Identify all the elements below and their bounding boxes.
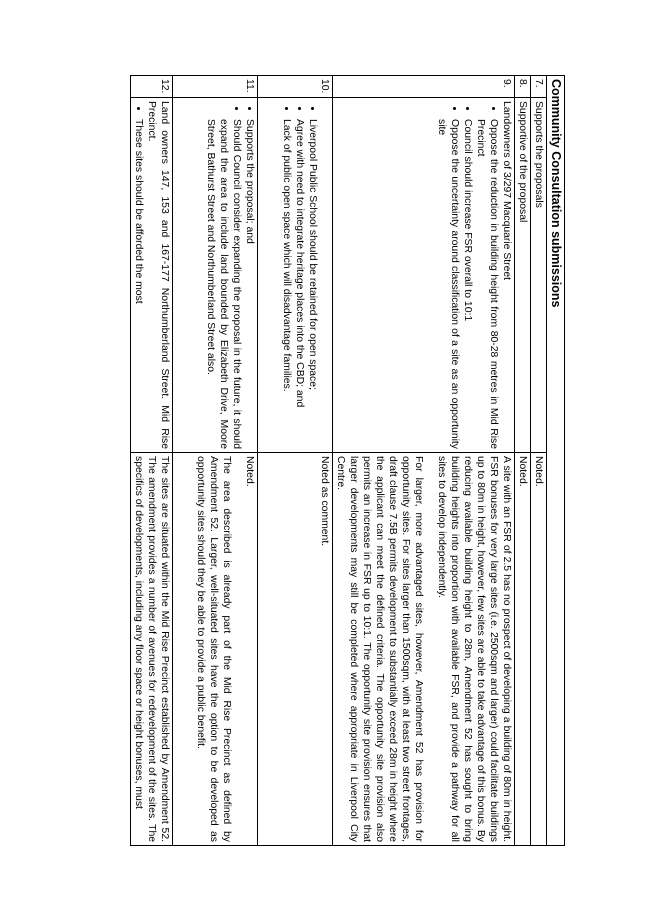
row-number: 9. <box>333 76 515 98</box>
submission-bullets <box>204 101 256 449</box>
response-cell <box>515 453 531 846</box>
bullet-item: • Should Council consider expanding the proposal in the future, it should expand the area to include land bounded by Elizabeth Drive, Moore Street, Bathurst Street and Northumberland Street also. <box>204 119 243 449</box>
submission-intro: Land owners 147, 153 and 167-177 Northumberland Street. Mid Rise Precinct. <box>146 101 170 449</box>
response-paragraph: A site with an FSR of 2.5 has no prospect of developing a building of 80m in height. FSR bonuses for very large sites (i.e. 2500sqm and larger) could facilitate buildings up to 80m in height, however, few sites are able to take advantage of this bonus. By reducing available building height to 28m, Amendment 52 has sought to bring building heights into proportion with available FSR, and provide a pathway for all sites to develop independently. <box>436 456 512 842</box>
bullet-item: • These sites should be afforded the most <box>132 119 145 449</box>
response-cell <box>131 453 173 846</box>
bullet-item: • Oppose the reduction in building height from 80-28 metres in Mid Rise Precinct <box>474 119 500 449</box>
table-row <box>173 76 258 846</box>
row-number: 8. <box>515 76 531 98</box>
response-cell <box>333 453 515 846</box>
bullet-item: • Supports the proposal; and <box>243 119 256 449</box>
response-paragraph: Noted. <box>533 456 544 487</box>
submission-bullets <box>280 101 319 449</box>
row-number: 12. <box>131 76 173 98</box>
table-row <box>258 76 333 846</box>
submission-cell: Supportive of the proposal <box>515 98 531 453</box>
submission-bullets <box>435 101 500 449</box>
response-cell <box>258 453 333 846</box>
table-header-row <box>547 76 565 846</box>
submission-cell: Supports the proposals <box>531 98 547 453</box>
consultation-table <box>130 75 565 846</box>
bullet-item: • Council should increase FSR overall to 10:1 <box>461 119 474 449</box>
response-cell <box>531 453 547 846</box>
submission-intro: Landowners of 3/297 Macquarie Street <box>501 101 512 281</box>
row-number: 10. <box>258 76 333 98</box>
submission-cell <box>258 98 333 453</box>
response-paragraph: The sites are situated within the Mid Rise Precinct established by Amendment 52. The amendment provides a number of avenues for redevelopment of the sites. The specifics of developments, including any floor space or height bonuses, must <box>133 456 170 842</box>
bullet-item: • Lack of public open space which will disadvantage families. <box>280 119 293 449</box>
response-paragraph: Noted. <box>517 456 528 487</box>
submission-cell <box>173 98 258 453</box>
row-number: 7. <box>531 76 547 98</box>
bullet-item: • Oppose the uncertainty around classification of a site as an opportunity site <box>435 119 461 449</box>
table-row <box>531 76 547 846</box>
bullet-item: • Agree with need to integrate heritage places into the CBD; and <box>293 119 306 449</box>
row-number: 11. <box>173 76 258 98</box>
response-paragraph: Noted as comment. <box>319 456 330 547</box>
submission-bullets <box>132 101 145 449</box>
bullet-item: • Liverpool Public School should be retained for open space; <box>306 119 319 449</box>
response-cell <box>173 453 258 846</box>
response-paragraph: The area described is already part of the Mid Rise Precinct as defined by Amendment 52. Larger, well-situated sites have the option to be developed as opportunity sites should they be able to provide a public benefit. <box>195 456 232 842</box>
response-paragraph: For larger, more advantaged sites, however, Amendment 52 has provision for opportunity sites. For sites larger than 1500sqm, with at least two street frontages, draft clause 7.5B permits development to substantially exceed 28m in height where the applicant can meet the defined criteria. The opportunity site provision also permits an increase in FSR up to 10:1. The opportunity site provision ensures that larger developments may still be completed where appropriate in Liverpool City Centre. <box>335 456 424 842</box>
response-paragraph: Noted. <box>244 456 255 487</box>
table-row <box>515 76 531 846</box>
submission-cell <box>333 98 515 453</box>
submission-cell <box>131 98 173 453</box>
table-row <box>333 76 515 846</box>
table-title: Community Consultation submissions <box>547 76 565 846</box>
table-row <box>131 76 173 846</box>
